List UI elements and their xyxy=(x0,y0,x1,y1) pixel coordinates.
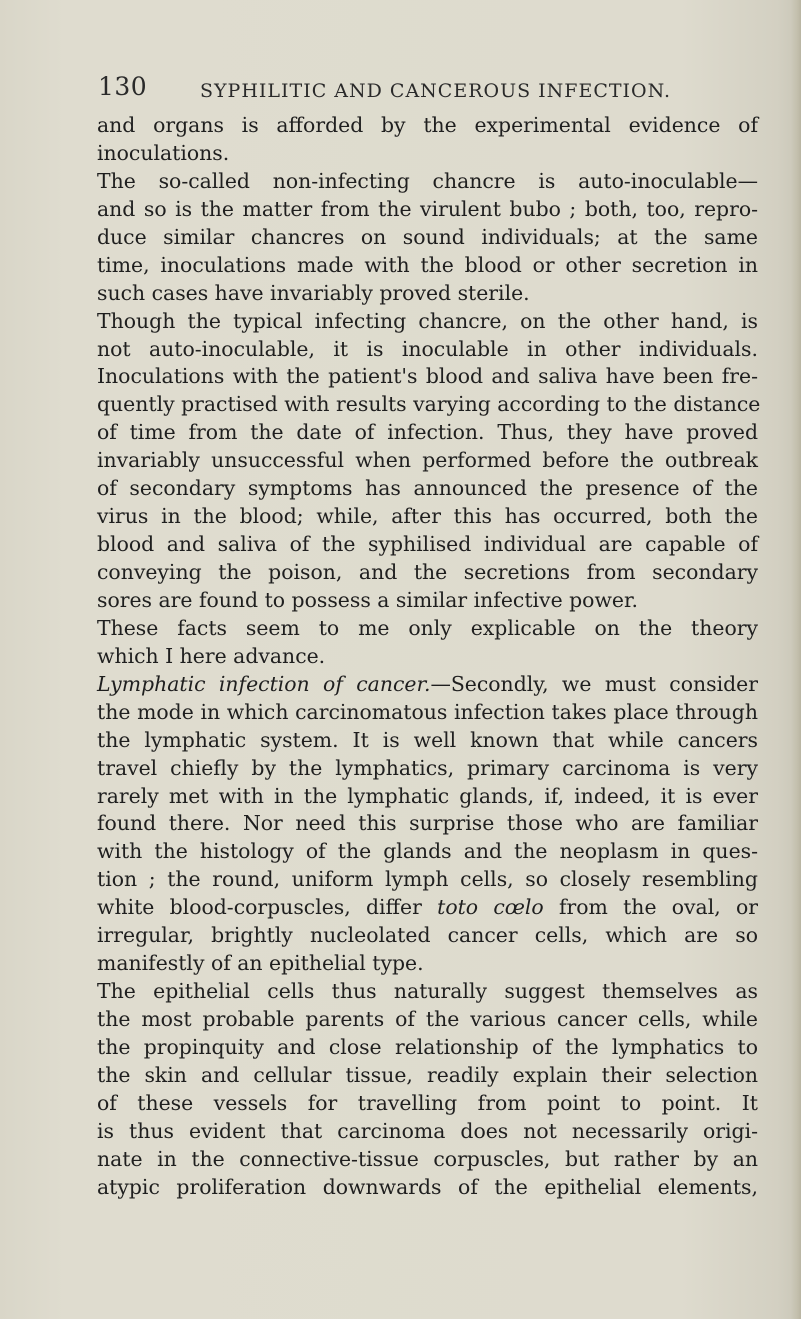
text-line: quently practised with results varying according to the distance xyxy=(97,392,761,417)
text-line: irregular, brightly nucleolated cancer cells, which are so xyxy=(97,923,758,948)
page-edge-shadow xyxy=(791,0,801,1319)
text-line: invariably unsuccessful when performed before the outbreak xyxy=(97,448,758,473)
text-line: Inoculations with the patient's blood and saliva have been fre- xyxy=(97,364,758,389)
text-line: and organs is afforded by the experimental evidence of xyxy=(97,113,758,137)
text-line: conveying the poison, and the secretions from secondary xyxy=(97,560,758,584)
text-fragment: white blood-corpuscles, differ xyxy=(97,895,438,920)
text-line: The so-called non-infecting chancre is auto-inoculable— xyxy=(97,168,758,193)
text-line: the lymphatic system. It is well known that while cancers xyxy=(97,727,758,752)
page-header xyxy=(98,72,738,106)
text-line: is thus evident that carcinoma does not necessarily origi- xyxy=(97,1118,758,1143)
text-line: the propinquity and close relationship of the lymphatics to xyxy=(97,1034,758,1059)
text-line: The epithelial cells thus naturally suggest themselves as xyxy=(97,979,758,1004)
text-line: rarely met with in the lymphatic glands, if, indeed, it is ever xyxy=(97,783,758,808)
section-heading-rest: —Secondly, we must consider xyxy=(430,671,758,696)
text-line: such cases have invariably proved sterile. xyxy=(97,280,530,305)
text-line: atypic proliferation downwards of the epithelial elements, xyxy=(97,1174,758,1199)
body-text xyxy=(97,112,761,1202)
text-line: Though the typical infecting chancre, on the other hand, is xyxy=(97,308,758,333)
text-line: tion ; the round, uniform lymph cells, so closely resembling xyxy=(97,867,758,892)
latin-phrase: toto cœlo xyxy=(437,895,544,920)
text-line: These facts seem to me only explicable on the theory xyxy=(97,615,758,640)
text-line: nate in the connective-tissue corpuscles, but rather by an xyxy=(97,1146,758,1171)
page-number: 130 xyxy=(98,72,148,101)
running-head: SYPHILITIC AND CANCEROUS INFECTION. xyxy=(200,80,672,102)
text-line: sores are found to possess a similar infective power. xyxy=(97,587,638,612)
section-heading-line xyxy=(97,671,758,699)
text-line: with the histology of the glands and the neoplasm in ques- xyxy=(97,839,758,864)
text-line: found there. Nor need this surprise those who are familiar xyxy=(97,811,758,836)
text-line: of time from the date of infection. Thus, they have proved xyxy=(97,420,758,445)
text-line: time, inoculations made with the blood or other secretion in xyxy=(97,252,758,277)
text-line: virus in the blood; while, after this has occurred, both the xyxy=(97,504,758,529)
section-heading: Lymphatic infection of cancer. xyxy=(97,671,431,696)
text-line: not auto-inoculable, it is inoculable in other individuals. xyxy=(97,336,758,361)
text-line: and so is the matter from the virulent bubo ; both, too, repro- xyxy=(97,196,758,221)
text-line: of secondary symptoms has announced the presence of the xyxy=(97,476,758,501)
text-line-with-latin xyxy=(97,894,758,922)
text-line: manifestly of an epithelial type. xyxy=(97,951,424,976)
text-fragment: from the oval, or xyxy=(543,895,758,920)
text-line: which I here advance. xyxy=(97,643,326,668)
text-line: the skin and cellular tissue, readily explain their selection xyxy=(97,1062,758,1087)
text-line: of these vessels for travelling from point to point. It xyxy=(97,1090,758,1115)
text-line: duce similar chancres on sound individuals; at the same xyxy=(97,224,758,249)
text-line: the most probable parents of the various cancer cells, while xyxy=(97,1007,758,1031)
text-line: blood and saliva of the syphilised individual are capable of xyxy=(97,532,758,557)
text-line: the mode in which carcinomatous infection takes place through xyxy=(97,699,758,724)
text-line: inoculations. xyxy=(97,140,230,165)
text-line: travel chiefly by the lymphatics, primary carcinoma is very xyxy=(97,755,758,780)
